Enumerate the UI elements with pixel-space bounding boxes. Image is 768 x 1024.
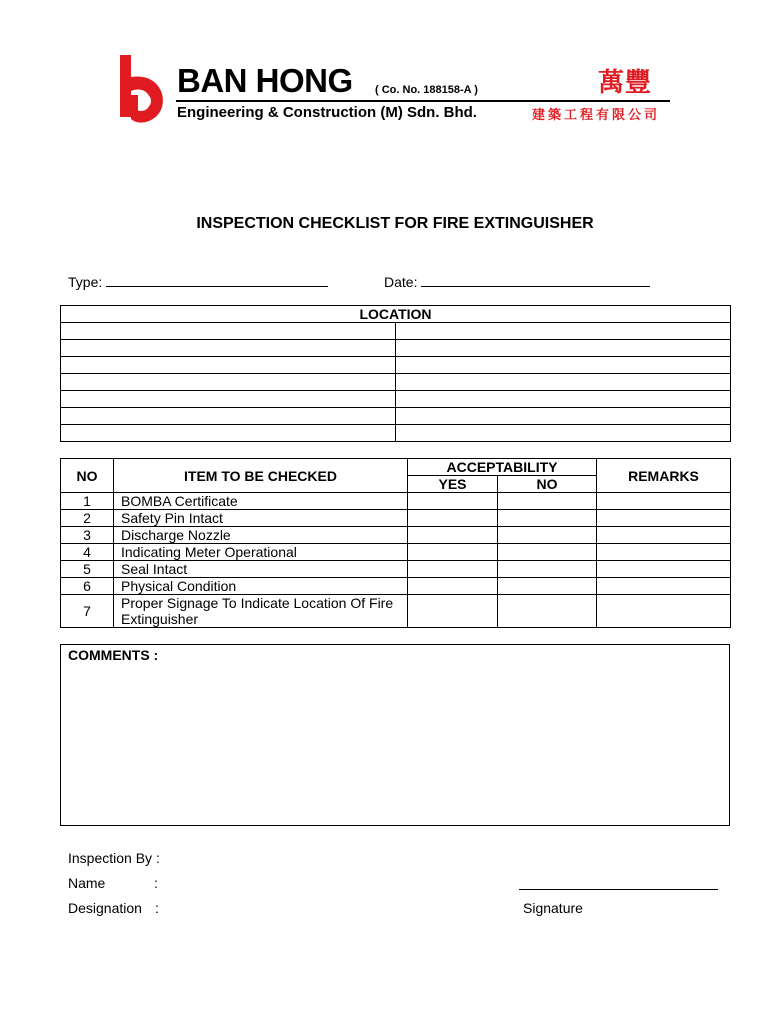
row-number: 5 <box>61 561 114 578</box>
location-table <box>60 305 731 442</box>
company-logo-icon <box>118 55 166 127</box>
location-cell[interactable] <box>396 340 731 357</box>
location-cell[interactable] <box>61 323 396 340</box>
yes-cell[interactable] <box>408 561 498 578</box>
designation-label: Designation <box>68 900 142 916</box>
no-cell[interactable] <box>498 544 597 561</box>
col-header-yes: YES <box>408 476 498 493</box>
date-label: Date: <box>384 274 418 290</box>
signature-line[interactable] <box>519 889 718 890</box>
row-item: Physical Condition <box>114 578 408 595</box>
table-row <box>61 595 731 628</box>
signature-label: Signature <box>523 900 583 916</box>
no-cell[interactable] <box>498 578 597 595</box>
row-item: Indicating Meter Operational <box>114 544 408 561</box>
remarks-cell[interactable] <box>597 595 731 628</box>
no-cell[interactable] <box>498 595 597 628</box>
location-cell[interactable] <box>396 425 731 442</box>
col-header-item: ITEM TO BE CHECKED <box>114 459 408 493</box>
type-field[interactable] <box>68 273 328 290</box>
table-row <box>61 561 731 578</box>
col-header-no-accept: NO <box>498 476 597 493</box>
remarks-cell[interactable] <box>597 561 731 578</box>
yes-cell[interactable] <box>408 527 498 544</box>
no-cell[interactable] <box>498 493 597 510</box>
location-row <box>61 374 731 391</box>
location-header: LOCATION <box>61 306 731 323</box>
type-input-line[interactable] <box>106 273 328 287</box>
header-divider <box>176 100 670 102</box>
yes-cell[interactable] <box>408 510 498 527</box>
row-number: 6 <box>61 578 114 595</box>
location-row <box>61 408 731 425</box>
location-cell[interactable] <box>396 374 731 391</box>
remarks-cell[interactable] <box>597 493 731 510</box>
location-cell[interactable] <box>61 374 396 391</box>
location-cell[interactable] <box>61 357 396 374</box>
location-row <box>61 425 731 442</box>
table-row <box>61 544 731 561</box>
table-row <box>61 527 731 544</box>
row-number: 3 <box>61 527 114 544</box>
checklist-table <box>60 458 731 628</box>
row-number: 7 <box>61 595 114 628</box>
yes-cell[interactable] <box>408 578 498 595</box>
date-input-line[interactable] <box>421 273 650 287</box>
table-row <box>61 578 731 595</box>
date-field[interactable] <box>384 273 650 290</box>
company-subtitle: Engineering & Construction (M) Sdn. Bhd. <box>177 104 477 121</box>
location-cell[interactable] <box>396 357 731 374</box>
row-number: 4 <box>61 544 114 561</box>
location-cell[interactable] <box>61 391 396 408</box>
location-row <box>61 357 731 374</box>
remarks-cell[interactable] <box>597 578 731 595</box>
yes-cell[interactable] <box>408 544 498 561</box>
location-cell[interactable] <box>61 340 396 357</box>
yes-cell[interactable] <box>408 493 498 510</box>
row-item: BOMBA Certificate <box>114 493 408 510</box>
remarks-cell[interactable] <box>597 527 731 544</box>
col-header-remarks: REMARKS <box>597 459 731 493</box>
name-colon: : <box>154 875 158 891</box>
no-cell[interactable] <box>498 510 597 527</box>
company-name: BAN HONG <box>177 62 353 99</box>
row-item: Discharge Nozzle <box>114 527 408 544</box>
location-cell[interactable] <box>61 408 396 425</box>
location-row <box>61 323 731 340</box>
company-number: ( Co. No. 188158-A ) <box>375 84 478 96</box>
location-row <box>61 340 731 357</box>
comments-box[interactable] <box>60 644 730 826</box>
location-row <box>61 391 731 408</box>
type-label: Type: <box>68 274 103 290</box>
inspection-by-label: Inspection By : <box>68 850 160 866</box>
row-item: Safety Pin Intact <box>114 510 408 527</box>
remarks-cell[interactable] <box>597 544 731 561</box>
row-item: Proper Signage To Indicate Location Of Fire Extinguisher <box>114 595 408 628</box>
table-row <box>61 510 731 527</box>
designation-colon: : <box>155 900 159 916</box>
comments-label: COMMENTS : <box>68 647 159 663</box>
table-row <box>61 493 731 510</box>
chinese-company-subtitle: 建築工程有限公司 <box>532 107 661 122</box>
chinese-brand-name: 萬豐 <box>598 67 653 97</box>
col-header-acceptability: ACCEPTABILITY <box>408 459 597 476</box>
location-cell[interactable] <box>396 323 731 340</box>
location-cell[interactable] <box>396 391 731 408</box>
no-cell[interactable] <box>498 527 597 544</box>
row-number: 1 <box>61 493 114 510</box>
page-title: INSPECTION CHECKLIST FOR FIRE EXTINGUISHER <box>196 215 594 232</box>
col-header-no: NO <box>61 459 114 493</box>
location-cell[interactable] <box>61 425 396 442</box>
yes-cell[interactable] <box>408 595 498 628</box>
row-number: 2 <box>61 510 114 527</box>
location-cell[interactable] <box>396 408 731 425</box>
name-label: Name <box>68 875 106 891</box>
row-item: Seal Intact <box>114 561 408 578</box>
no-cell[interactable] <box>498 561 597 578</box>
remarks-cell[interactable] <box>597 510 731 527</box>
